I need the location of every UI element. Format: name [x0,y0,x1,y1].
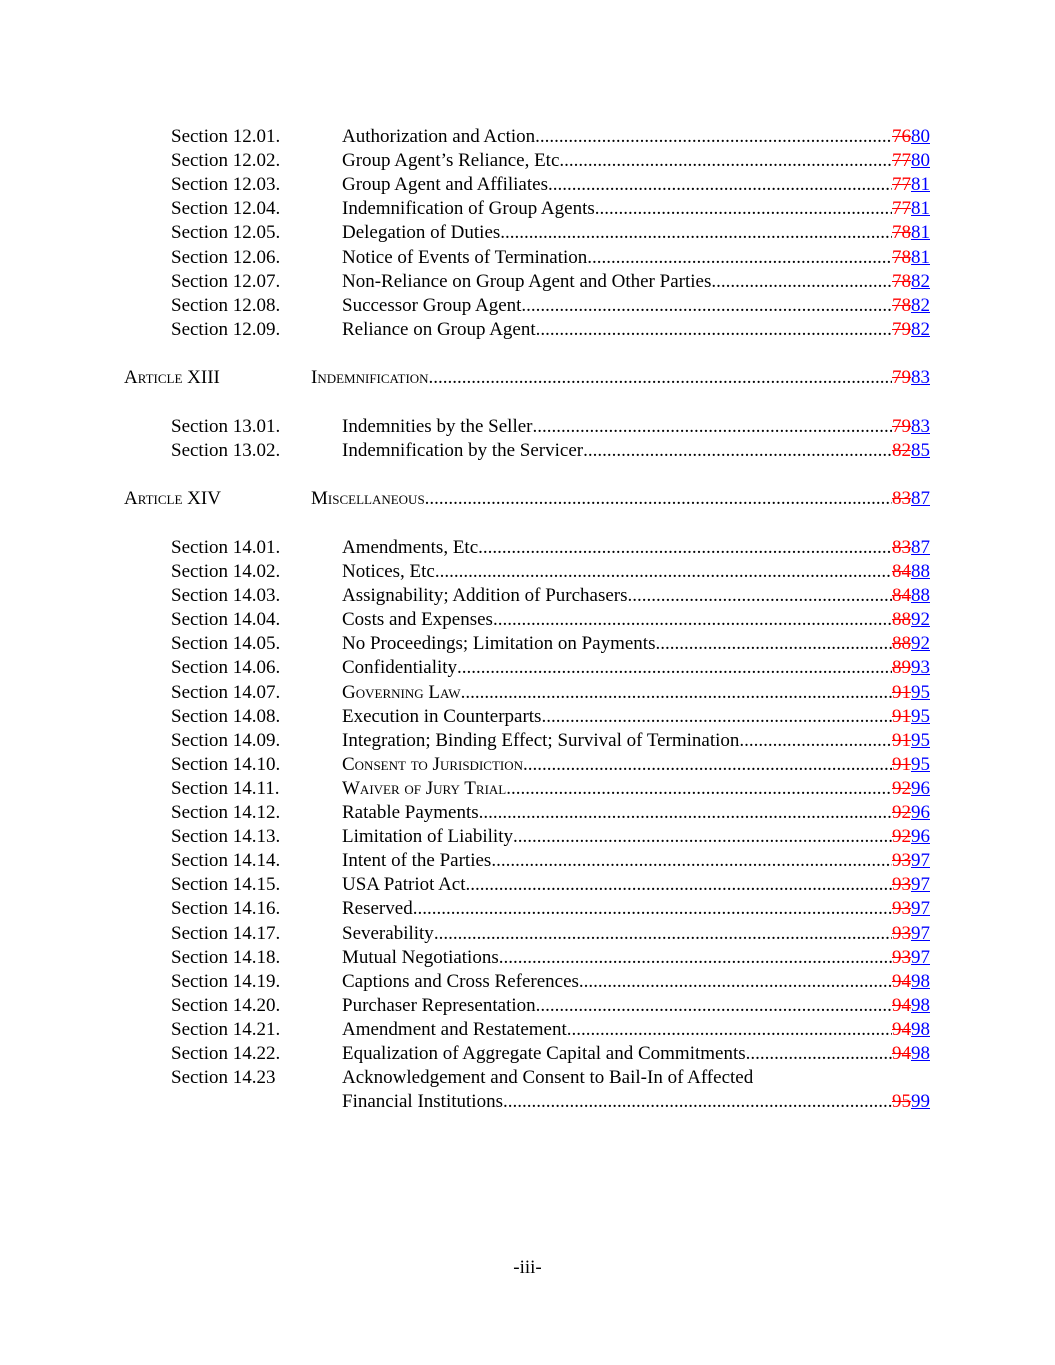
entry-title: Equalization of Aggregate Capital and Commitments [342,1043,746,1064]
entry-title-line [342,560,930,584]
entry-title-line [342,873,930,897]
inserted-page-number: 99 [911,1091,930,1113]
entry-title-line [342,221,930,245]
deleted-page-number: 94 [892,1043,911,1064]
deleted-page-number: 88 [892,609,911,631]
toc-entry [0,221,1055,245]
page-ref [892,439,930,463]
entry-title: Mutual Negotiations [342,946,499,968]
toc-entry [0,994,1055,1018]
toc-entry [0,922,1055,946]
inserted-page-number: 98 [911,1043,930,1064]
dot-leader [523,753,892,777]
toc-entry [0,197,1055,221]
inserted-page-number: 97 [911,898,930,920]
entry-title: Amendment and Restatement [342,1018,567,1040]
section-number: Section 14.15. [171,874,281,896]
toc-entry [0,149,1055,173]
section-number: Section 14.04. [171,609,281,631]
dot-leader [548,173,892,197]
section-number: Section 12.07. [171,270,281,292]
dot-leader [567,1018,892,1042]
entry-title-line [311,487,930,511]
deleted-page-number: 93 [892,946,911,968]
dot-leader [500,221,892,245]
entry-title-line [342,970,930,994]
entry-title: Delegation of Duties [342,222,501,244]
toc-entry [0,825,1055,849]
entry-title: USA Patriot Act [342,874,466,896]
section-number: Section 14.06. [171,657,281,679]
dot-leader [461,681,892,705]
dot-leader [739,729,892,753]
entry-title-line [342,946,930,970]
dot-leader [503,1090,892,1114]
entry-title-line [342,149,930,173]
toc-entry [0,560,1055,584]
article-heading [0,366,1055,390]
entry-title-line [342,536,930,560]
entry-title-line [342,584,930,608]
section-number: Section 12.03. [171,174,281,196]
section-number: Section 12.02. [171,150,281,172]
inserted-page-number: 97 [911,922,930,944]
dot-leader [587,246,892,270]
deleted-page-number: 94 [892,970,911,992]
entry-title-line [342,246,930,270]
deleted-page-number: 77 [892,150,911,172]
deleted-page-number: 91 [892,705,911,727]
entry-title: Non-Reliance on Group Agent and Other Parties [342,270,712,292]
deleted-page-number: 93 [892,898,911,920]
dot-leader [457,656,892,680]
entry-title: Confidentiality [342,657,458,679]
page-ref [892,922,930,946]
toc-entry [0,970,1055,994]
inserted-page-number: 81 [911,198,930,220]
inserted-page-number: 80 [911,150,930,172]
entry-title-line [342,705,930,729]
entry-title: Integration; Binding Effect; Survival of Termination [342,729,740,751]
page-ref [892,897,930,921]
deleted-page-number: 83 [892,488,911,510]
inserted-page-number: 87 [911,536,930,558]
toc-entry [0,897,1055,921]
section-number: Section 14.02. [171,561,281,582]
entry-title: Waiver of Jury Trial [342,777,507,799]
section-number: Section 13.01. [171,415,281,437]
dot-leader [478,536,892,560]
inserted-page-number: 93 [911,657,930,679]
page-ref [892,487,930,511]
entry-title: Captions and Cross References [342,970,579,992]
dot-leader [434,922,892,946]
entry-title-line [342,318,930,342]
entry-title-line [342,994,930,1018]
inserted-page-number: 81 [911,222,930,244]
section-number: Section 14.22. [171,1043,281,1064]
inserted-page-number: 96 [911,777,930,799]
entry-title-line [342,439,930,463]
section-number: Section 14.12. [171,802,281,823]
inserted-page-number: 82 [911,294,930,316]
dot-leader [746,1042,892,1066]
inserted-page-number: 97 [911,946,930,968]
page-ref [892,849,930,873]
deleted-page-number: 95 [892,1091,911,1113]
deleted-page-number: 78 [892,246,911,268]
section-number: Section 14.20. [171,994,281,1016]
toc-entry [0,415,1055,439]
entry-title: Indemnification of Group Agents [342,198,595,220]
page-ref [892,584,930,608]
entry-title: Indemnities by the Seller [342,415,533,437]
entry-title: Severability [342,922,434,944]
dot-leader [435,560,892,584]
section-number: Section 14.13. [171,826,281,848]
toc-entry [0,246,1055,270]
toc-entry [0,318,1055,342]
deleted-page-number: 78 [892,294,911,316]
section-number: Section 14.09. [171,729,281,751]
inserted-page-number: 98 [911,1018,930,1040]
entry-title-line [342,777,930,801]
page-ref [892,415,930,439]
entry-title-line [342,729,930,753]
deleted-page-number: 91 [892,729,911,751]
deleted-page-number: 91 [892,753,911,775]
page-ref [892,753,930,777]
entry-title: Notice of Events of Termination [342,246,588,268]
page-ref [892,994,930,1018]
page-ref [892,270,930,294]
entry-title-line [342,656,930,680]
deleted-page-number: 92 [892,802,911,823]
dot-leader [536,318,892,342]
inserted-page-number: 80 [911,126,930,147]
toc-entry [0,1018,1055,1042]
page-ref [892,1042,930,1066]
deleted-page-number: 79 [892,415,911,437]
entry-title: Successor Group Agent [342,294,522,316]
dot-leader [479,801,892,825]
toc-entry [0,536,1055,560]
page-ref [892,777,930,801]
toc-entry [0,584,1055,608]
deleted-page-number: 91 [892,681,911,703]
article-number: Article XIII [124,367,220,389]
entry-title-line [342,681,930,705]
section-number: Section 14.17. [171,922,281,944]
toc-entry [0,681,1055,705]
page-ref [892,173,930,197]
entry-title-line [311,366,930,390]
deleted-page-number: 84 [892,561,911,582]
page-ref [892,536,930,560]
page-number: -iii- [513,1257,542,1278]
entry-title: Authorization and Action [342,126,536,147]
toc-entry [0,705,1055,729]
entry-title: Notices, Etc [342,561,435,582]
page-ref [892,705,930,729]
entry-title: Indemnification [311,367,429,389]
entry-title: Execution in Counterparts [342,705,542,727]
toc-entry [0,801,1055,825]
dot-leader [491,849,892,873]
toc-entry [0,439,1055,463]
section-number: Section 14.23 [171,1067,276,1089]
entry-title: Ratable Payments [342,802,479,823]
dot-leader [532,415,892,439]
deleted-page-number: 92 [892,826,911,848]
dot-leader [579,970,892,994]
inserted-page-number: 87 [911,488,930,510]
inserted-page-number: 85 [911,439,930,461]
entry-title: Amendments, Etc [342,536,479,558]
deleted-page-number: 94 [892,994,911,1016]
toc-entry [0,777,1055,801]
page-ref [892,1090,930,1114]
entry-title: Assignability; Addition of Purchasers [342,585,628,607]
toc-entry [0,946,1055,970]
inserted-page-number: 97 [911,850,930,872]
dot-leader [583,439,892,463]
inserted-page-number: 82 [911,270,930,292]
page-ref [892,318,930,342]
dot-leader [628,584,892,608]
deleted-page-number: 77 [892,198,911,220]
dot-leader [506,777,892,801]
section-number: Section 12.08. [171,294,281,316]
entry-title: Limitation of Liability [342,826,513,848]
toc-entry [0,656,1055,680]
deleted-page-number: 93 [892,922,911,944]
section-number: Section 12.05. [171,222,281,244]
deleted-page-number: 79 [892,367,911,389]
entry-title-line [342,1018,930,1042]
entry-title-continued: Financial Institutions [342,1091,503,1113]
page-ref [892,946,930,970]
inserted-page-number: 83 [911,415,930,437]
entry-title-line [342,173,930,197]
entry-title-line [342,801,930,825]
page-ref [892,149,930,173]
entry-title-line [342,897,930,921]
deleted-page-number: 88 [892,633,911,655]
inserted-page-number: 92 [911,609,930,631]
entry-title: Reliance on Group Agent [342,318,536,340]
entry-title-line [342,125,930,149]
toc-entry [0,873,1055,897]
inserted-page-number: 83 [911,367,930,389]
page-ref [892,970,930,994]
toc-entry [0,125,1055,149]
entry-title-line [342,849,930,873]
entry-title-line [342,753,930,777]
dot-leader [521,294,892,318]
dot-leader [499,946,892,970]
inserted-page-number: 95 [911,681,930,703]
entry-title-line [342,825,930,849]
toc-entry [0,753,1055,777]
page-ref [892,366,930,390]
article-number: Article XIV [124,488,221,510]
section-number: Section 14.07. [171,681,281,703]
section-number: Section 14.08. [171,705,281,727]
section-number: Section 14.11. [171,777,280,799]
toc-entry-continued [0,1090,1055,1114]
dot-leader [429,366,892,390]
dot-leader [536,994,892,1018]
page-ref [892,125,930,149]
deleted-page-number: 93 [892,874,911,896]
toc-entry [0,270,1055,294]
page-ref [892,608,930,632]
deleted-page-number: 78 [892,222,911,244]
entry-title-line [342,294,930,318]
deleted-page-number: 76 [892,126,911,147]
deleted-page-number: 79 [892,318,911,340]
toc-entry [0,849,1055,873]
entry-title: Acknowledgement and Consent to Bail-In of Affected [342,1067,754,1089]
page-ref [892,221,930,245]
entry-title: Governing Law [342,681,461,703]
section-number: Section 14.18. [171,946,281,968]
inserted-page-number: 81 [911,246,930,268]
inserted-page-number: 96 [911,802,930,823]
page-ref [892,560,930,584]
inserted-page-number: 95 [911,705,930,727]
toc-entry [0,173,1055,197]
deleted-page-number: 89 [892,657,911,679]
article-heading [0,487,1055,511]
inserted-page-number: 88 [911,561,930,582]
toc-entry [0,1042,1055,1066]
entry-title: Purchaser Representation [342,994,536,1016]
deleted-page-number: 82 [892,439,911,461]
dot-leader [541,705,892,729]
section-number: Section 14.21. [171,1018,281,1040]
page-ref [892,801,930,825]
section-number: Section 14.10. [171,753,281,775]
inserted-page-number: 81 [911,174,930,196]
page-ref [892,246,930,270]
deleted-page-number: 92 [892,777,911,799]
dot-leader [559,149,892,173]
section-number: Section 14.05. [171,633,281,655]
page-ref [892,294,930,318]
toc-entry [0,1066,1055,1090]
page-ref [892,681,930,705]
entry-title-line [342,1042,930,1066]
section-number: Section 12.09. [171,318,281,340]
section-number: Section 14.16. [171,898,281,920]
section-number: Section 12.01. [171,126,281,147]
toc-entry [0,608,1055,632]
dot-leader [535,125,892,149]
inserted-page-number: 95 [911,729,930,751]
entry-title: Indemnification by the Servicer [342,439,584,461]
deleted-page-number: 84 [892,585,911,607]
toc-entry [0,632,1055,656]
section-number: Section 14.19. [171,970,281,992]
entry-title-line [342,632,930,656]
section-number: Section 14.14. [171,850,281,872]
entry-title: Reserved [342,898,413,920]
inserted-page-number: 82 [911,318,930,340]
deleted-page-number: 77 [892,174,911,196]
dot-leader [711,270,892,294]
inserted-page-number: 96 [911,826,930,848]
dot-leader [595,197,892,221]
inserted-page-number: 98 [911,994,930,1016]
inserted-page-number: 97 [911,874,930,896]
section-number: Section 13.02. [171,439,281,461]
page-ref [892,197,930,221]
page-ref [892,1018,930,1042]
inserted-page-number: 98 [911,970,930,992]
entry-title: No Proceedings; Limitation on Payments [342,633,656,655]
dot-leader [466,873,892,897]
deleted-page-number: 83 [892,536,911,558]
dot-leader [425,487,892,511]
page-ref [892,729,930,753]
entry-title-line [342,415,930,439]
entry-title-line [342,922,930,946]
inserted-page-number: 92 [911,633,930,655]
section-number: Section 14.03. [171,585,281,607]
section-number: Section 12.04. [171,198,281,220]
entry-title: Consent to Jurisdiction [342,753,523,775]
page-ref [892,632,930,656]
dot-leader [655,632,892,656]
dot-leader [493,608,892,632]
entry-title: Intent of the Parties [342,850,492,872]
entry-title-line [342,1090,930,1114]
entry-title-line [342,608,930,632]
toc-entry [0,294,1055,318]
deleted-page-number: 78 [892,270,911,292]
entry-title: Group Agent’s Reliance, Etc [342,150,560,172]
entry-title-line [342,270,930,294]
entry-title: Costs and Expenses [342,609,493,631]
dot-leader [513,825,892,849]
section-number: Section 12.06. [171,246,281,268]
inserted-page-number: 88 [911,585,930,607]
page-ref [892,873,930,897]
page-ref [892,825,930,849]
toc-entry [0,729,1055,753]
section-number: Section 14.01. [171,536,281,558]
inserted-page-number: 95 [911,753,930,775]
page-ref [892,656,930,680]
entry-title: Miscellaneous [311,488,425,510]
deleted-page-number: 94 [892,1018,911,1040]
entry-title-line [342,197,930,221]
dot-leader [413,897,892,921]
entry-title: Group Agent and Affiliates [342,174,548,196]
deleted-page-number: 93 [892,850,911,872]
